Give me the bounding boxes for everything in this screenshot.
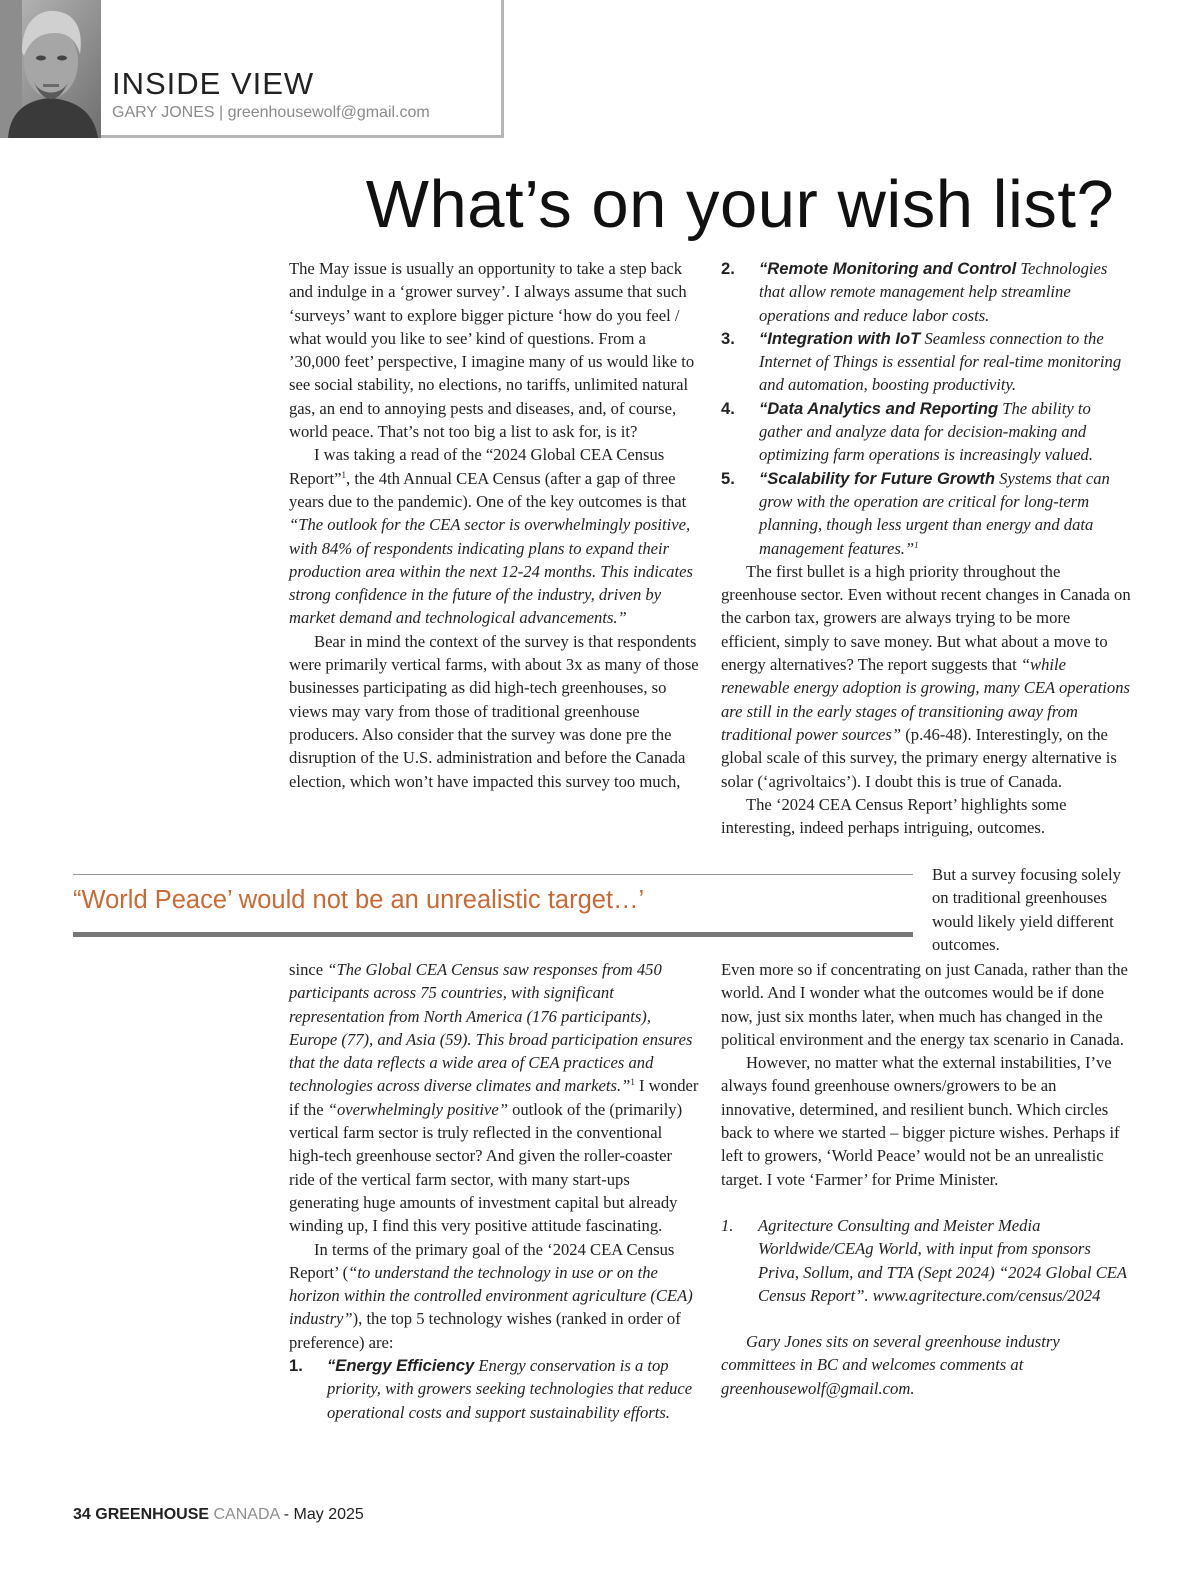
list-text: Seamless connection to the Internet of Things is essential for real-time monitoring and automation, boosting productivity. (759, 328, 1122, 395)
list-number: 2. (721, 259, 735, 278)
page-footer (73, 1506, 364, 1524)
footnote-ref: 1 (630, 1077, 635, 1088)
footnote-number: 1. (721, 1215, 734, 1235)
paragraph: But a survey focusing solely on traditional greenhouses would likely yield different outcomes. (932, 865, 1121, 954)
paragraph: Bear in mind the context of the survey is that respondents were primarily vertical farms, with about 3x as many of those businesses participating as did high-tech greenhouses, so views may vary from those of traditional greenhouse producers. Also consider that the survey was done pre the disruption of the U.S. administration and before the Canada election, which won’t have impacted this survey too much, (289, 631, 699, 791)
quote: “while renewable energy adoption is growing, many CEA operations are still in the early stages of transitioning away from traditional power sources” (721, 655, 1130, 744)
author-name: GARY JONES (112, 104, 215, 121)
paragraph: The May issue is usually an opportunity to take a step back and indulge in a ‘grower survey’. I always assume that such ‘surveys’ want to explore bigger picture ‘how do you feel / what would you like to see’ kind of questions. From a ’30,000 feet’ perspective, I imagine many of us would like to see social stability, no elections, no tariffs, unlimited natural gas, an end to annoying pests and diseases, and, of course, world peace. That’s not too big a list to ask for, is it? (289, 259, 695, 442)
pull-quote: “World Peace’ would not be an unrealistic target…’ (73, 886, 645, 914)
issue-date: - May 2025 (283, 1506, 364, 1523)
paragraph: I was taking a read of the “2024 Global CEA Census Report”$^1$, the 4th Annual CEA Census (after a gap of three years due to the pandemic). One of the key outcomes is that “The outlook for the CEA sector is overwhelmingly positive, with 84% of respondents indicating plans to expand their production area within the next 12-24 months. This indicates strong confidence in the future of the industry, driven by market demand and technological advancements.” (289, 445, 693, 628)
paragraph: Even more so if concentrating on just Canada, rather than the world. And I wonder what the outcomes would be if done now, just six months later, when much has changed in the political environment and the energy tax scenario in Canada. (721, 960, 1128, 1049)
list-heading: “Remote Monitoring and Control (759, 259, 1017, 278)
column-2-top (721, 257, 1133, 839)
page-number: 34 (73, 1506, 91, 1523)
list-item (721, 467, 1133, 560)
list-number: 1. (289, 1356, 303, 1376)
author-photo (0, 0, 101, 138)
footnote-text: Agritecture Consulting and Meister Media Worldwide/CEAg World, with input from sponsors Priva, Sollum, and TTA (Sept 2024) “2024 Global CEA Census Report”. www.agritecture.com/census/2024 (758, 1215, 1127, 1305)
paragraph: The ‘2024 CEA Census Report’ highlights some interesting, indeed perhaps intriguing, outcomes. (721, 794, 1067, 838)
list-item (721, 327, 1133, 397)
list-heading: “Energy Efficiency (327, 1356, 475, 1376)
column-2-bottom (721, 958, 1133, 1400)
footnote-ref: 1 (341, 469, 347, 480)
column-2-narrow (932, 863, 1137, 956)
author-bio: Gary Jones sits on several greenhouse industry committees in BC and welcomes comments at greenhousewolf@gmail.com. (721, 1332, 1060, 1398)
list-item (289, 1354, 701, 1424)
column-1-top (289, 257, 701, 793)
column-title: INSIDE VIEW (112, 66, 315, 101)
quote: “The Global CEA Census saw responses from 450 participants across 75 countries, with significant representation from North America (176 participants), Europe (77), and Asia (59). This broad participation ensures that the data reflects a wide area of CEA practices and technologies across diverse climates and markets.” (289, 960, 693, 1096)
paragraph: However, no matter what the external instabilities, I’ve always found greenhouse owners/growers to be an innovative, determined, and resilient bunch. Which circles back to where we started – bigger picture wishes. Perhaps if left to growers, ‘World Peace’ would not be an unrealistic target. I vote ‘Farmer’ for Prime Minister. (721, 1053, 1120, 1189)
pull-quote-rule-bottom (73, 932, 913, 937)
quote: “The outlook for the CEA sector is overwhelmingly positive, with 84% of respondents indicating plans to expand their production area within the next 12-24 months. This indicates strong confidence in the future of the industry, driven by market demand and technological advancements.” (289, 515, 693, 628)
list-number: 3. (721, 328, 735, 348)
footnote (721, 1214, 1133, 1307)
page-title: What’s on your wish list? (365, 167, 1115, 242)
byline (112, 104, 430, 122)
quote: “overwhelmingly positive” (327, 1099, 508, 1119)
paragraph: since “The Global CEA Census saw responses from 450 participants across 75 countries, with significant representation from North America (176 participants), Europe (77), and Asia (59). This broad participation ensures that the data reflects a wide area of CEA practices and technologies across diverse climates and markets.”$^1$ I wonder if the “overwhelmingly positive” outlook of the (primarily) vertical farm sector is truly reflected in the conventional high-tech greenhouse sector? And given the roller-coaster ride of the vertical farm sector, with many start-ups generating huge amounts of investment capital but already winding up, I find this very positive attitude fascinating. (289, 960, 699, 1236)
list-heading: “Scalability for Future Growth (759, 468, 996, 488)
magazine-name-light: CANADA (213, 1506, 280, 1523)
author-email: greenhousewolf@gmail.com (227, 104, 430, 121)
list-text: Technologies that allow remote management help streamline operations and reduce labor costs. (759, 259, 1108, 325)
list-text: Energy conservation is a top priority, with growers seeking technologies that reduce operational costs and support sustainability efforts. (327, 1356, 693, 1422)
pull-quote-rule-top (73, 874, 913, 875)
paragraph: In terms of the primary goal of the ‘2024 CEA Census Report’ (“to understand the technology in use or on the horizon within the controlled environment agriculture (CEA) industry”), the top 5 technology wishes (ranked in order of preference) are: (289, 1239, 693, 1352)
list-text: The ability to gather and analyze data for decision-making and optimizing farm operations is increasingly valued. (759, 398, 1094, 465)
list-heading: “Integration with IoT (759, 328, 921, 348)
column-1-bottom (289, 958, 701, 1424)
list-number: 4. (721, 398, 735, 418)
quote: “to understand the technology in use or on the horizon within the controlled environment agriculture (CEA) industry” (289, 1262, 693, 1329)
footnote-ref: 1 (914, 539, 919, 550)
magazine-name: GREENHOUSE (95, 1506, 210, 1523)
paragraph: The first bullet is a high priority throughout the greenhouse sector. Even without recent changes in Canada on the carbon tax, growers are always trying to be more efficient, simply to save money. But what about a move to energy alternatives? The report suggests that “while renewable energy adoption is growing, many CEA operations are still in the early stages of transitioning away from traditional power sources” (p.46-48). Interestingly, on the global scale of this survey, the primary energy alternative is solar (‘agrivoltaics’). I doubt this is true of Canada. (721, 561, 1131, 791)
list-heading: “Data Analytics and Reporting (759, 398, 999, 418)
list-item (721, 257, 1133, 327)
list-text: Systems that can grow with the operation are critical for long-term planning, though less urgent than energy and data management features.” (759, 468, 1110, 558)
list-item (721, 397, 1133, 467)
byline-separator: | (214, 104, 228, 121)
list-number: 5. (721, 468, 735, 488)
